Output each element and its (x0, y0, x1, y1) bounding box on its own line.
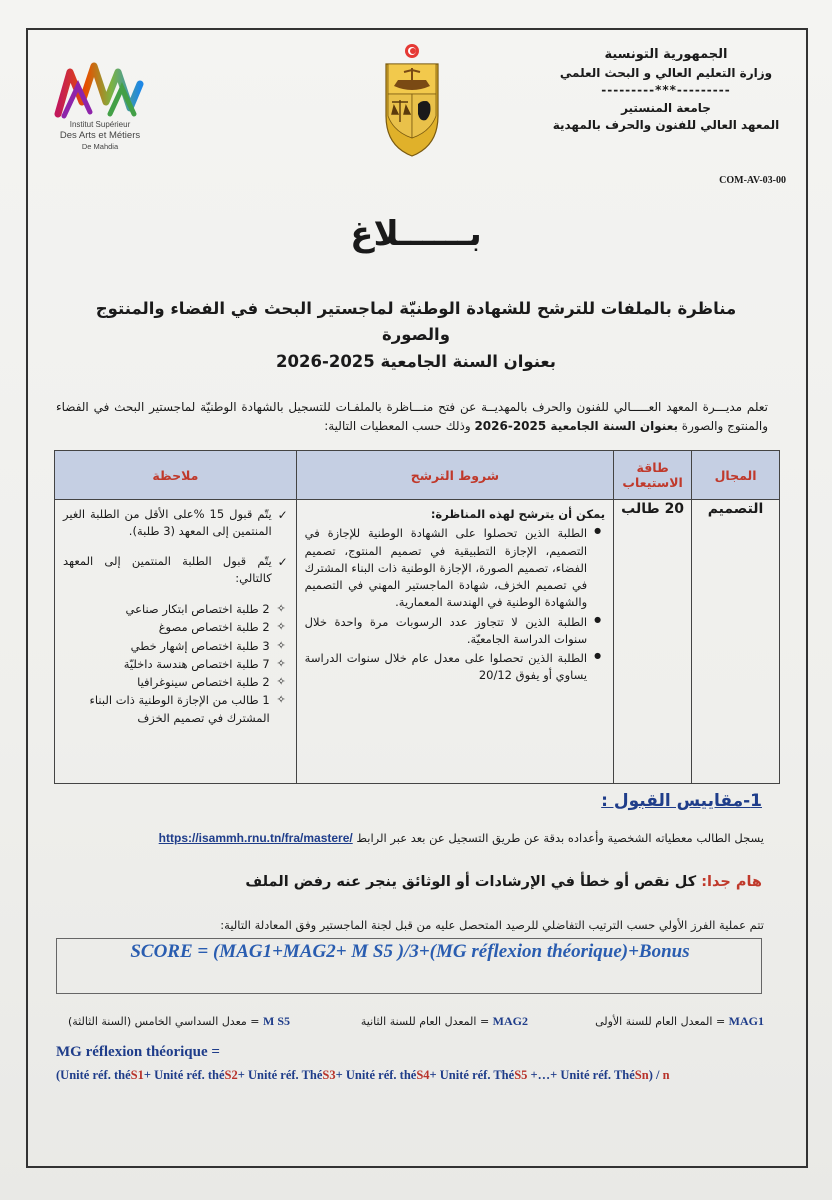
intro-text-1: تعلم مديـــرة المعهد العـــــالي للفنون والحرف بالمهديــة عن فتح منـــاظرة بالملفـات للتسجيل بالشهادة الوطنيّة لماجستير البحث في الفضاء والمنتوج والصورة (56, 400, 768, 433)
quota-item: ✧ 7 طلبة اختصاص هندسة داخليّة (63, 656, 270, 673)
conditions-list (305, 525, 605, 684)
conditions-lead: يمكن أن يترشح لهذه المناظرة: (430, 507, 606, 521)
header-field: المجال (692, 451, 780, 500)
legend-mag2-code: MAG2 (492, 1014, 528, 1028)
quota-item: ✧ 2 طلبة اختصاص سينوغرافيا (63, 674, 270, 691)
quota-list (63, 601, 288, 727)
registration-line (52, 831, 764, 845)
legend-mag1-desc: = المعدل العام للسنة الأولى (595, 1015, 726, 1028)
republic-name: الجمهورية التونسية (604, 47, 728, 62)
mg-title: MG réflexion théorique = (56, 1044, 220, 1060)
announcement-title: بــــــلاغ (350, 214, 482, 254)
mg-part: (Unité réf. thé (56, 1068, 131, 1082)
logo-text-3: De Mahdia (81, 142, 119, 151)
mg-part: ) / (648, 1068, 663, 1082)
subtitle-line-1: مناظرة بالملفات للترشح للشهادة الوطنيّة لماجستير البحث في الفضاء والمنتوج والصورة (95, 299, 737, 345)
score-formula: SCORE = (MAG1+MAG2+ M S5 )/3+(MG réflexion théorique)+Bonus (130, 941, 690, 962)
document-reference: COM-AV-03-00 (719, 175, 786, 186)
institute-logo-icon (50, 58, 150, 120)
legend-ms5-desc: = معدل السداسي الخامس (السنة الثالثة) (67, 1015, 260, 1028)
condition-item: ● الطلبة الذين تحصلوا على الشهادة الوطنية للإجازة في التصميم، الإجازة التطبيقية في تصميم المنتوج، تصميم الفضاء، تصميم الصورة، الإجازة الوطنية ذات البناء المشترك في تصميم الخزف، شهادة الماجستير المهني في التصميم والشهادة الوطنية في الهندسة المعمارية. (305, 525, 587, 611)
registration-text: يسجل الطالب معطياته الشخصية وأعداده بدقة عن طريق التسجيل عن بعد عبر الرابط (352, 831, 764, 845)
tunisia-coat-of-arms (380, 42, 444, 160)
coat-of-arms-icon (380, 42, 444, 160)
logo-text-1: Institut Supérieur (69, 120, 131, 129)
header-separator: ---------***--------- (601, 83, 731, 98)
header-capacity: طاقة الاستيعاب (614, 451, 692, 500)
mg-part: + Unité réf. Thé (429, 1068, 515, 1082)
mg-formula (56, 1068, 670, 1083)
logo-text-2: Des Arts et Métiers (59, 130, 141, 141)
intro-text-bold: بعنوان السنة الجامعية 2025-2026 (474, 418, 678, 433)
quota-item: ✧ 2 طلبة اختصاص مصوغ (63, 619, 270, 636)
quota-item: ✧ 3 طلبة اختصاص إشهار خطي (63, 638, 270, 655)
header-block (546, 46, 786, 134)
mg-semester: Sn (634, 1068, 649, 1082)
cell-capacity: 20 طالب (614, 500, 692, 784)
mg-part: + Unité réf. Thé (237, 1068, 323, 1082)
legend-ms5 (68, 1014, 290, 1029)
condition-item: ● الطلبة الذين تحصلوا على معدل عام خلال سنوات الدراسة يساوي أو يفوق 20/12 (305, 650, 587, 685)
condition-item: ● الطلبة الذين لا تتجاوز عدد الرسوبات مرة واحدة خلال سنوات الدراسة الجامعيّة. (305, 614, 587, 649)
header-conditions: شروط الترشح (296, 451, 613, 500)
legend-mag2-desc: = المعدل العام للسنة الثانية (360, 1015, 490, 1028)
institute-logo (50, 58, 150, 150)
subtitle-line-2: بعنوان السنة الجامعية 2025-2026 (276, 351, 556, 371)
table-header-row (55, 451, 780, 500)
score-formula-box (56, 938, 762, 994)
important-label: هام جدا: (701, 874, 762, 890)
university-name: جامعة المنستير (621, 100, 711, 115)
cell-field: التصميم (692, 500, 780, 784)
mg-divisor: n (662, 1068, 670, 1082)
legend-mag1-code: MAG1 (728, 1014, 764, 1028)
legend-ms5-code: M S5 (263, 1014, 290, 1028)
cell-notes (55, 500, 297, 784)
sorting-text: تتم عملية الفرز الأولي حسب الترتيب التفاضلي للرصيد المتحصل عليه من قبل لجنة الماجستير وفق المعادلة التالية: (220, 918, 764, 932)
quota-item: ✧ 1 طالب من الإجازة الوطنية ذات البناء المشترك في تصميم الخزف (63, 692, 270, 727)
legend-mag2 (361, 1014, 528, 1029)
important-text: كل نقص أو خطأ في الإرشادات أو الوثائق ينجر عنه رفض الملف (245, 874, 702, 890)
mg-part: + Unité réf. thé (335, 1068, 417, 1082)
mg-part: +…+ Unité réf. Thé (527, 1068, 635, 1082)
institute-name: المعهد العالي للفنون والحرف بالمهدية (552, 118, 780, 133)
intro-paragraph (56, 398, 768, 435)
registration-link[interactable]: https://isammh.rnu.tn/fra/mastere/ (158, 831, 353, 845)
mg-part: + Unité réf. thé (143, 1068, 225, 1082)
admission-table (54, 450, 780, 784)
note-item: ✓ يتّم قبول الطلبة المنتمين إلى المعهد كالتالي: (63, 553, 288, 588)
intro-text-2: وذلك حسب المعطيات التالية: (324, 418, 475, 433)
header-notes: ملاحظة (55, 451, 297, 500)
cell-conditions (296, 500, 613, 784)
announcement-subtitle (60, 296, 772, 375)
mg-semester: S5 (514, 1068, 528, 1082)
note-item: ✓ يتّم قبول 15 %على الأقل من الطلبة الغير المنتمين إلى المعهد (3 طلبة). (63, 506, 288, 541)
important-notice (245, 874, 762, 890)
legend-mag1 (595, 1014, 764, 1029)
mg-semester: S4 (416, 1068, 430, 1082)
section-heading-admission-criteria: 1-مقاييس القبول : (601, 791, 762, 811)
table-row (55, 500, 780, 784)
quota-item: ✧ 2 طلبة اختصاص ابتكار صناعي (63, 601, 270, 618)
mg-semester: S1 (130, 1068, 144, 1082)
mg-semester: S3 (322, 1068, 336, 1082)
ministry-name: وزارة التعليم العالي و البحث العلمي (559, 65, 773, 80)
mg-semester: S2 (224, 1068, 238, 1082)
